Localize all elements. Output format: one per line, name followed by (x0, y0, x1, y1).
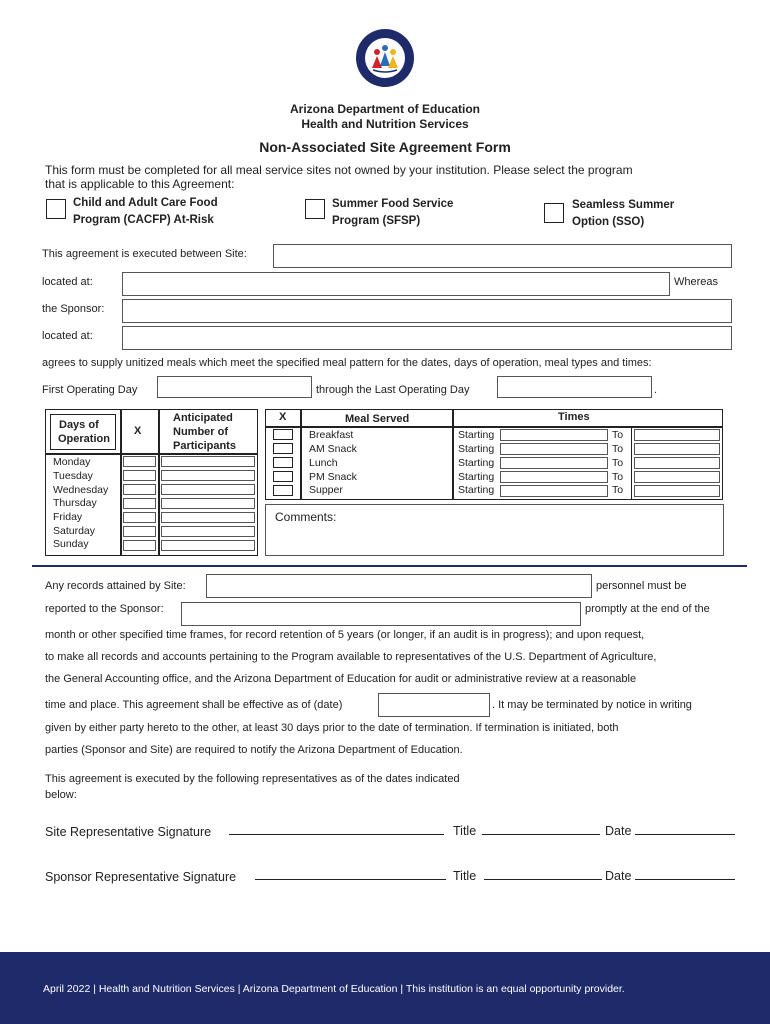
cacfp-label-1: Child and Adult Care Food (73, 197, 218, 209)
last-day-input[interactable] (497, 376, 652, 398)
site-date-line[interactable] (635, 834, 735, 835)
meal-checkbox[interactable] (273, 457, 293, 468)
days-header-2: Operation (58, 433, 110, 445)
site-date-label: Date (605, 824, 632, 838)
meal-served-header: Meal Served (345, 413, 410, 425)
participants-input[interactable] (161, 540, 255, 551)
participants-input[interactable] (161, 498, 255, 509)
end-time-input[interactable] (634, 471, 720, 483)
starting-label: Starting (458, 471, 495, 483)
reported-sponsor-input[interactable] (181, 602, 581, 626)
sponsor-date-label: Date (605, 869, 632, 883)
reported-label: reported to the Sponsor: (45, 603, 164, 615)
participants-input[interactable] (161, 526, 255, 537)
day-checkbox[interactable] (123, 540, 156, 551)
days-x-header: X (134, 425, 142, 437)
meal-label: PM Snack (309, 471, 357, 483)
site-name-input[interactable] (273, 244, 732, 268)
whereas-label: Whereas (674, 276, 719, 288)
effective-date-label: time and place. This agreement shall be effective as of (date) (45, 699, 343, 711)
intro-line-2: that is applicable to this Agreement: (45, 177, 235, 191)
day-checkbox[interactable] (123, 512, 156, 523)
meal-checkbox[interactable] (273, 471, 293, 482)
start-time-input[interactable] (500, 429, 608, 441)
signatures-intro-1: This agreement is executed by the following representatives as of the dates indicated (45, 773, 460, 785)
first-day-label: First Operating Day (42, 384, 138, 396)
records-line-5: the General Accounting office, and the Arizona Department of Education for audit or administrative review at a reasonable (45, 673, 637, 685)
end-time-input[interactable] (634, 457, 720, 469)
end-time-input[interactable] (634, 485, 720, 497)
day-checkbox[interactable] (123, 484, 156, 495)
first-day-input[interactable] (157, 376, 312, 398)
meals-x-header: X (279, 411, 287, 423)
cacfp-checkbox[interactable] (46, 199, 66, 219)
sfsp-checkbox[interactable] (305, 199, 325, 219)
starting-label: Starting (458, 429, 495, 441)
meal-checkbox[interactable] (273, 443, 293, 454)
sponsor-label: the Sponsor: (42, 303, 105, 315)
day-checkbox[interactable] (123, 526, 156, 537)
executed-between-label: This agreement is executed between Site: (42, 248, 247, 260)
start-time-input[interactable] (500, 485, 608, 497)
participants-header-1: Anticipated (173, 412, 233, 424)
effective-date-input[interactable] (378, 693, 490, 717)
signatures-intro-2: below: (45, 789, 77, 801)
day-label: Monday (53, 456, 91, 468)
day-label: Saturday (53, 525, 96, 537)
org-name: Arizona Department of Education (289, 102, 480, 116)
start-time-input[interactable] (500, 457, 608, 469)
meal-label: Lunch (309, 457, 338, 469)
page-title: Non-Associated Site Agreement Form (259, 139, 511, 155)
sponsor-address-input[interactable] (122, 326, 732, 350)
days-header-1: Days of (59, 419, 99, 431)
meal-checkbox[interactable] (273, 485, 293, 496)
participants-header-2: Number of (173, 426, 228, 438)
start-time-input[interactable] (500, 443, 608, 455)
meal-label: AM Snack (309, 443, 357, 455)
sponsor-signature-line[interactable] (255, 879, 446, 880)
sponsor-title-label: Title (453, 869, 477, 883)
located-at-2-label: located at: (42, 330, 93, 342)
day-checkbox[interactable] (123, 498, 156, 509)
day-label: Sunday (53, 538, 89, 550)
records-attained-label: Any records attained by Site: (45, 580, 186, 592)
meal-checkbox[interactable] (273, 429, 293, 440)
sso-checkbox[interactable] (544, 203, 564, 223)
meal-label: Breakfast (309, 429, 354, 441)
site-signature-line[interactable] (229, 834, 444, 835)
to-label: To (612, 471, 624, 483)
sponsor-date-line[interactable] (635, 879, 735, 880)
records-site-input[interactable] (206, 574, 592, 598)
end-time-input[interactable] (634, 429, 720, 441)
participants-input[interactable] (161, 512, 255, 523)
starting-label: Starting (458, 484, 495, 496)
section-divider (32, 565, 747, 567)
times-header: Times (558, 411, 590, 423)
agrees-text: agrees to supply unitized meals which meet the specified meal pattern for the dates, days of operation, meal types and times: (42, 357, 652, 369)
site-address-input[interactable] (122, 272, 670, 296)
participants-input[interactable] (161, 484, 255, 495)
located-at-label: located at: (42, 276, 93, 288)
participants-header-3: Participants (173, 440, 236, 452)
ade-logo (355, 28, 415, 88)
last-day-period: . (654, 384, 658, 396)
sponsor-name-input[interactable] (122, 299, 732, 323)
day-checkbox[interactable] (123, 456, 156, 467)
participants-input[interactable] (161, 456, 255, 467)
records-line-4: to make all records and accounts pertaining to the Program available to representatives of the U.S. Department of Agriculture, (45, 651, 657, 663)
personnel-label: personnel must be (596, 580, 687, 592)
intro-line-1: This form must be completed for all meal service sites not owned by your institution. Please select the program (45, 163, 633, 177)
end-time-input[interactable] (634, 443, 720, 455)
day-checkbox[interactable] (123, 470, 156, 481)
participants-input[interactable] (161, 470, 255, 481)
site-title-line[interactable] (482, 834, 600, 835)
site-title-label: Title (453, 824, 477, 838)
to-label: To (612, 443, 624, 455)
sponsor-title-line[interactable] (484, 879, 602, 880)
records-line-3: month or other specified time frames, for record retention of 5 years (or longer, if an audit is in progress); and upon request, (45, 629, 645, 641)
records-line-8: parties (Sponsor and Site) are required to notify the Arizona Department of Education. (45, 744, 463, 756)
cacfp-label-2: Program (CACFP) At-Risk (73, 214, 214, 226)
sso-label-1: Seamless Summer (572, 199, 675, 211)
terminated-label: . It may be terminated by notice in writing (492, 699, 692, 711)
promptly-label: promptly at the end of the (585, 603, 710, 615)
start-time-input[interactable] (500, 471, 608, 483)
day-label: Tuesday (53, 470, 93, 482)
last-day-label: through the Last Operating Day (316, 384, 470, 396)
to-label: To (612, 484, 624, 496)
sfsp-label-1: Summer Food Service (332, 198, 454, 210)
division-name: Health and Nutrition Services (301, 117, 469, 131)
to-label: To (612, 457, 624, 469)
footer-text: April 2022 | Health and Nutrition Services | Arizona Department of Education | This institution is an equal opportunity provider. (43, 983, 625, 995)
records-line-7: given by either party hereto to the other, at least 30 days prior to the date of termination. If termination is initiated, both (45, 722, 619, 734)
meal-label: Supper (309, 484, 343, 496)
day-label: Friday (53, 511, 83, 523)
day-label: Wednesday (53, 484, 109, 496)
day-label: Thursday (53, 497, 97, 509)
sso-label-2: Option (SSO) (572, 216, 645, 228)
sponsor-signature-label: Sponsor Representative Signature (45, 870, 237, 884)
sfsp-label-2: Program (SFSP) (332, 215, 421, 227)
to-label: To (612, 429, 624, 441)
site-signature-label: Site Representative Signature (45, 825, 212, 839)
starting-label: Starting (458, 443, 495, 455)
comments-label: Comments: (275, 510, 337, 524)
starting-label: Starting (458, 457, 495, 469)
